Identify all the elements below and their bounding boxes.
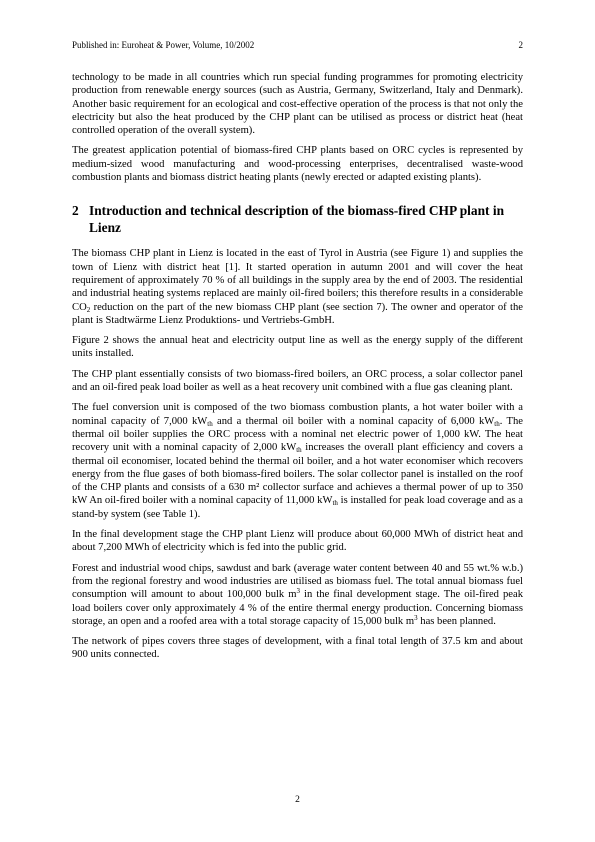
section-title: Introduction and technical description of the biomass-fired CHP plant in Lienz (89, 203, 505, 235)
paragraph: The biomass CHP plant in Lienz is located in the east of Tyrol in Austria (see Figure 1) and supplies the town of Lienz with district heat [1]. It started operation in autumn 2001 and will cover the heat requirement of approximately 70 % of all buildings in the supply area by the end of 2003. The residential and industrial heating systems replaced are mainly oil-fired boilers; this therefore results in a considerable $CO_2$ reduction on the part of the new biomass CHP plant (see section 7). The owner and operator of the plant is Stadtwärme Lienz Produktions- und Vertriebs-GmbH. (72, 248, 523, 326)
paragraph: Figure 2 shows the annual heat and electricity output line as well as the energy supply of the different units installed. (72, 335, 523, 360)
paragraph: In the final development stage the CHP plant Lienz will produce about 60,000 MWh of district heat and about 7,200 MWh of electricity which is fed into the public grid. (72, 529, 523, 554)
section-heading (72, 203, 523, 236)
paragraph: Forest and industrial wood chips, sawdust and bark (average water content between 40 and 55 wt.% w.b.) from the regional forestry and wood industries are utilised as biomass fuel. The total annual biomass fuel consumption will amount to about 100,000 bulk $m^3$ in the final development stage. The oil-fired peak load boilers cover only approximately 4 % of the entire thermal energy production. Concerning biomass storage, an open and a roofed area with a total storage capacity of 15,000 bulk $m^3$ has been planned. (72, 562, 523, 627)
header-page-number: 2 (518, 40, 523, 50)
footer-page-number: 2 (295, 795, 300, 805)
running-header (72, 40, 523, 51)
paragraph: The CHP plant essentially consists of two biomass-fired boilers, an ORC process, a solar collector panel and an oil-fired peak load boiler as well as a heat recovery unit combined with a flue gas cleaning plant. (72, 368, 523, 394)
paragraph: The greatest application potential of biomass-fired CHP plants based on ORC cycles is represented by medium-sized wood manufacturing and wood-processing enterprises, decentralised waste-wood combustion plants and biomass district heating plants (newly erected or adapted existing plants). (72, 145, 523, 184)
paragraph: technology to be made in all countries which run special funding programmes for promoting electricity production from renewable energy sources (such as Austria, Germany, Switzerland, Italy and Denmark). Another basic requirement for an ecological and cost-effective operation of the process is that not only the electricity but also the heat produced by the CHP plant can be utilised as process or district heat (heat controlled operation of the overall system). (72, 72, 523, 137)
paragraph: The network of pipes covers three stages of development, with a final total length of 37.5 km and about 900 units connected. (72, 636, 523, 661)
publication-info: Published in: Euroheat & Power, Volume, 10/2002 (72, 40, 255, 50)
paragraph: The fuel conversion unit is composed of the two biomass combustion plants, a hot water boiler with a nominal capacity of 7,000 $kW_{th}$ and a thermal oil boiler with a nominal capacity of 6,000 $kW_{th}$. The thermal oil boiler supplies the ORC process with a nominal net electric power of 1,000 kW. The heat recovery unit with a nominal capacity of 2,000 $kW_{th}$ increases the overall plant efficiency and covers a thermal oil economiser, located behind the thermal oil boiler, and a hot water economiser which recovers energy from the flue gases of both biomass-fired boilers. The solar collector panel is installed on the roof of the CHP plants and consists of a 630 m² collector surface and achieves a thermal power of up to 350 kW An oil-fired boiler with a nominal capacity of 11,000 $kW_{th}$ is installed for peak load coverage and as a stand-by system (see Table 1). (72, 402, 524, 520)
section-number: 2 (72, 203, 79, 219)
page-content (72, 40, 523, 662)
